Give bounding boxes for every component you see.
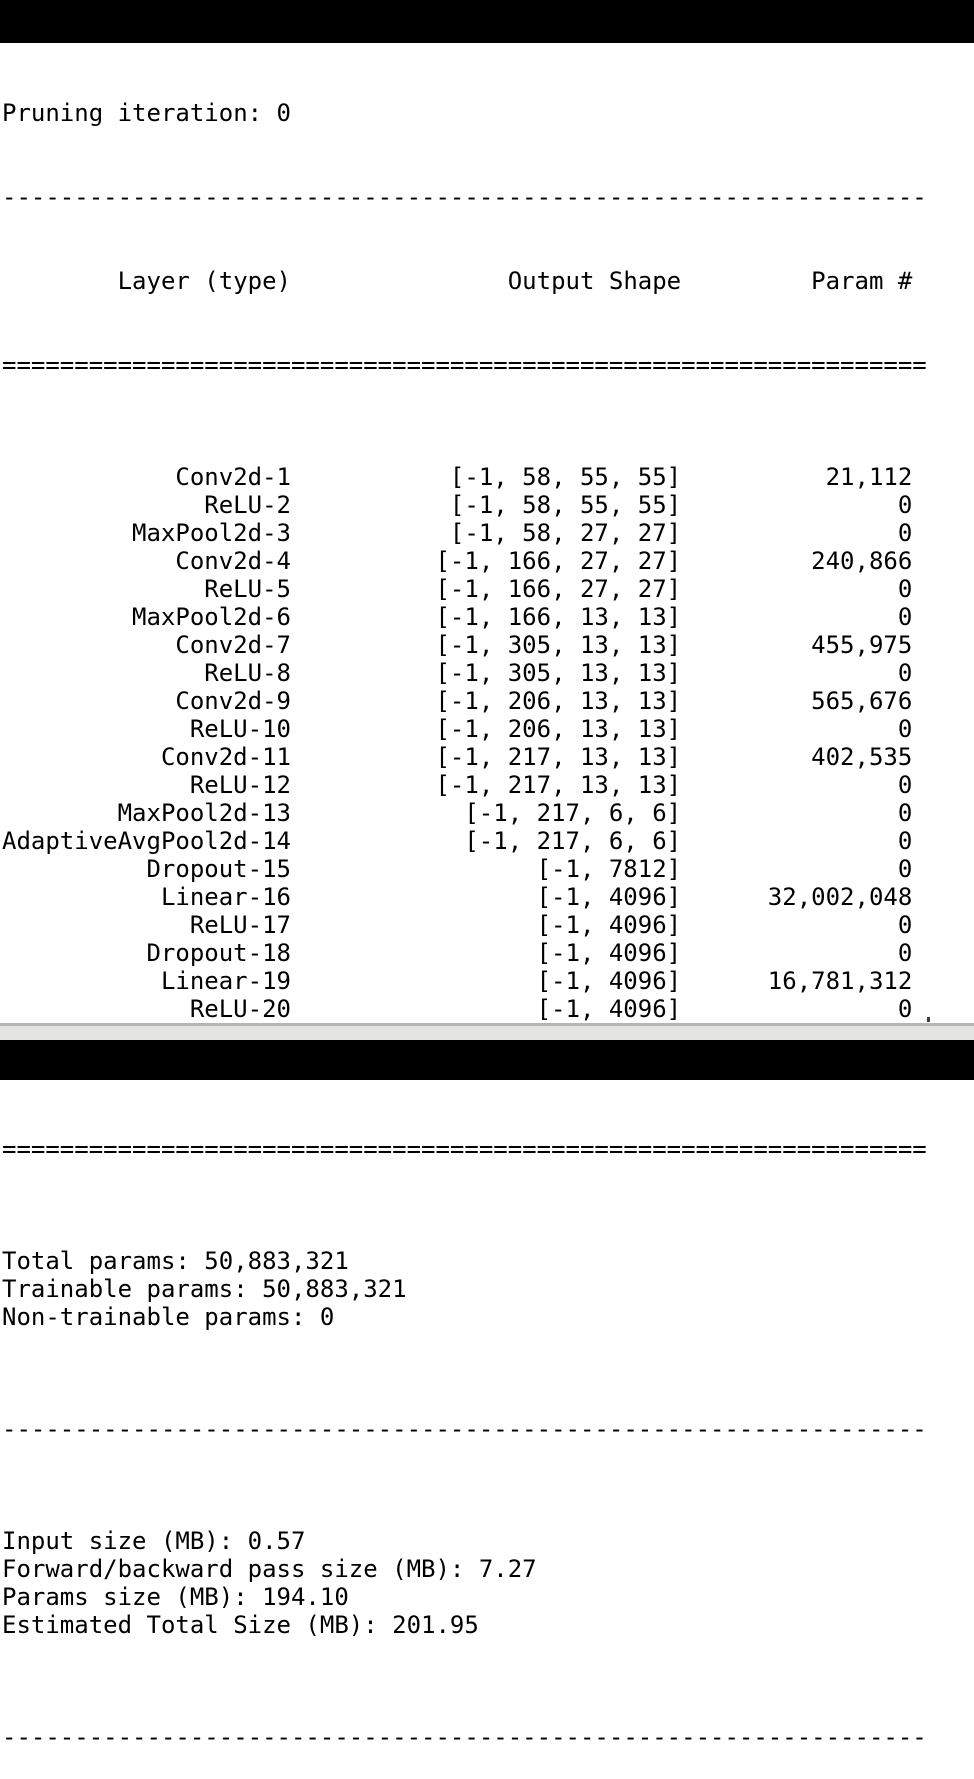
size-summary-lines	[2, 1527, 974, 1639]
cell-layer: ReLU-10	[189, 715, 291, 743]
table-row	[2, 771, 974, 799]
cell-param: 0	[897, 603, 913, 631]
cell-output_shape: [-1, 305, 13, 13]	[435, 631, 682, 659]
cell-param: 0	[897, 715, 913, 743]
pruning-iteration-line: Pruning iteration: 0	[2, 99, 291, 127]
cell-output_shape: [-1, 206, 13, 13]	[435, 715, 682, 743]
cell-output_shape: [-1, 58, 55, 55]	[449, 491, 682, 519]
text-cursor-mark	[927, 1017, 930, 1022]
layer-table-rows	[2, 463, 974, 1051]
separator-double: ================================================================	[2, 351, 927, 379]
summary-line: Trainable params: 50,883,321	[2, 1275, 407, 1303]
params-total-lines	[2, 1247, 974, 1331]
cell-param: 0	[897, 827, 913, 855]
cell-layer: Dropout-15	[146, 855, 291, 883]
cell-layer: ReLU-20	[189, 995, 291, 1023]
cell-param: 455,975	[811, 631, 913, 659]
cell-output_shape: [-1, 58, 27, 27]	[449, 519, 682, 547]
cell-layer: MaxPool2d-3	[132, 519, 291, 547]
table-row	[2, 967, 974, 995]
cell-output_shape: [-1, 4096]	[536, 939, 682, 967]
cell-output_shape: [-1, 4096]	[536, 967, 682, 995]
cell-param: 0	[897, 939, 913, 967]
cell-layer: ReLU-12	[189, 771, 291, 799]
cell-param: 565,676	[811, 687, 913, 715]
cell-output_shape: [-1, 4096]	[536, 995, 682, 1023]
cell-param: 0	[897, 519, 913, 547]
summary-line: Total params: 50,883,321	[2, 1247, 349, 1275]
table-row	[2, 603, 974, 631]
cell-layer: Conv2d-11	[160, 743, 291, 771]
separator-dashed: ----------------------------------------------------------------	[2, 1415, 927, 1443]
cell-layer: MaxPool2d-6	[132, 603, 291, 631]
cell-param: 0	[897, 855, 913, 883]
summary-line: Input size (MB): 0.57	[2, 1527, 306, 1555]
cell-param: 0	[897, 911, 913, 939]
summary-line: Params size (MB): 194.10	[2, 1583, 349, 1611]
cell-layer: ReLU-8	[204, 659, 291, 687]
table-row	[2, 631, 974, 659]
summary-line: Forward/backward pass size (MB): 7.27	[2, 1555, 537, 1583]
cell-layer: AdaptiveAvgPool2d-14	[2, 827, 291, 855]
cell-layer: MaxPool2d-13	[117, 799, 291, 827]
header-layer-type: Layer (type)	[117, 267, 291, 295]
cell-output_shape: [-1, 217, 13, 13]	[435, 771, 682, 799]
cell-layer: Linear-16	[160, 883, 291, 911]
table-row	[2, 799, 974, 827]
table-row	[2, 575, 974, 603]
cell-layer: Conv2d-1	[175, 463, 291, 491]
cell-param: 0	[897, 799, 913, 827]
cell-param: 0	[897, 491, 913, 519]
cell-output_shape: [-1, 4096]	[536, 883, 682, 911]
top-black-bar	[0, 0, 974, 43]
cell-output_shape: [-1, 7812]	[536, 855, 682, 883]
cell-param: 0	[897, 659, 913, 687]
window-bottom-chrome	[0, 1023, 974, 1040]
table-row	[2, 519, 974, 547]
summary-line: Non-trainable params: 0	[2, 1303, 335, 1331]
header-output-shape: Output Shape	[507, 267, 682, 295]
cell-param: 402,535	[811, 743, 913, 771]
table-row	[2, 995, 974, 1023]
separator-double: ================================================================	[2, 1135, 927, 1163]
table-row	[2, 939, 974, 967]
table-row	[2, 743, 974, 771]
cell-layer: Conv2d-9	[175, 687, 291, 715]
cell-layer: ReLU-5	[204, 575, 291, 603]
cell-param: 0	[897, 995, 913, 1023]
cell-output_shape: [-1, 166, 27, 27]	[435, 547, 682, 575]
table-row	[2, 491, 974, 519]
table-row	[2, 911, 974, 939]
table-row	[2, 463, 974, 491]
cell-param: 16,781,312	[767, 967, 913, 995]
cell-output_shape: [-1, 305, 13, 13]	[435, 659, 682, 687]
cell-output_shape: [-1, 217, 13, 13]	[435, 743, 682, 771]
cell-param: 240,866	[811, 547, 913, 575]
cell-output_shape: [-1, 166, 27, 27]	[435, 575, 682, 603]
separator-dashed: ----------------------------------------------------------------	[2, 1723, 927, 1751]
cell-param: 21,112	[825, 463, 913, 491]
cell-output_shape: [-1, 217, 6, 6]	[464, 799, 682, 827]
table-row	[2, 827, 974, 855]
table-row	[2, 855, 974, 883]
cell-layer: Conv2d-4	[175, 547, 291, 575]
separator-dashed: ----------------------------------------------------------------	[2, 183, 927, 211]
table-row	[2, 687, 974, 715]
cell-param: 0	[897, 771, 913, 799]
terminal-output	[2, 43, 974, 1779]
cell-output_shape: [-1, 217, 6, 6]	[464, 827, 682, 855]
cell-layer: Conv2d-7	[175, 631, 291, 659]
cell-layer: Linear-19	[160, 967, 291, 995]
table-row	[2, 883, 974, 911]
cell-layer: ReLU-2	[204, 491, 291, 519]
table-row	[2, 659, 974, 687]
bottom-black-bar	[0, 1040, 974, 1080]
cell-param: 32,002,048	[767, 883, 913, 911]
summary-line: Estimated Total Size (MB): 201.95	[2, 1611, 479, 1639]
header-param-count: Param #	[811, 267, 913, 295]
table-header	[2, 267, 974, 295]
cell-output_shape: [-1, 58, 55, 55]	[449, 463, 682, 491]
table-row	[2, 715, 974, 743]
cell-layer: ReLU-17	[189, 911, 291, 939]
cell-param: 0	[897, 575, 913, 603]
cell-output_shape: [-1, 206, 13, 13]	[435, 687, 682, 715]
cell-layer: Dropout-18	[146, 939, 291, 967]
cell-output_shape: [-1, 166, 13, 13]	[435, 603, 682, 631]
cell-output_shape: [-1, 4096]	[536, 911, 682, 939]
table-row	[2, 547, 974, 575]
